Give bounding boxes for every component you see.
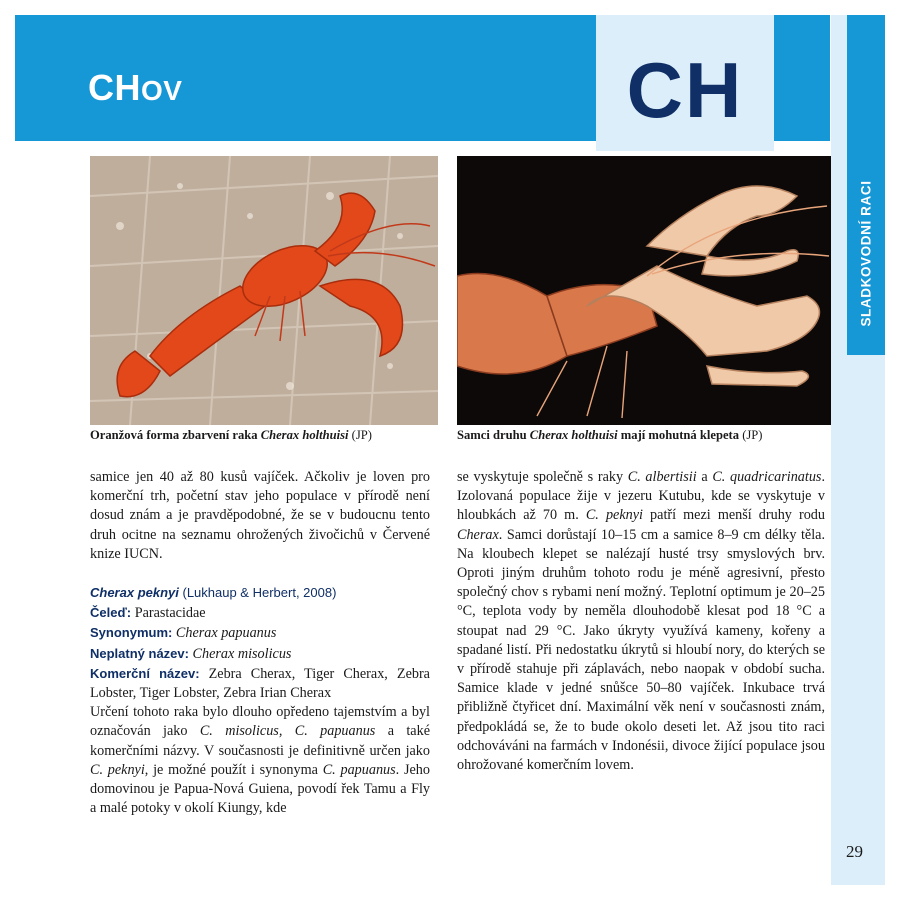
caption-left [90,428,372,443]
caption-right [457,428,763,443]
chapter-title [88,67,183,108]
right-text-1: se vyskytuje společně s raky [457,469,628,485]
synonym-line [90,623,430,643]
invalid-name-value: Cherax misolicus [192,645,292,662]
section-label: SLADKOVODNÍ RACI [858,180,874,327]
right-italic-2: C. quadricarinatus [712,469,822,485]
description-paragraph [90,703,430,818]
family-value: Parastacidae [131,605,206,622]
commercial-name-value: Zebra Cherax, Tiger Cherax, Zebra Lobster, Tiger Lobster, Zebra Irian Cherax [90,665,430,702]
chapter-title-big: CH [88,67,141,108]
right-text-3: . Izolovaná populace žije v jezeru Kutubu, kde se vyskytuje v hloubkách až 70 m. [457,469,825,524]
synonym-label: Synonymum: [90,625,173,641]
right-paragraph [457,468,825,775]
right-italic-4: Cherax [457,526,499,543]
caption-right-text-2: mají mohutná klepeta [617,428,740,442]
description-italic-1: C. misolicus, C. papuanus [199,723,376,740]
invalid-name-line [90,644,430,664]
family-line [90,603,430,623]
description-italic-3: C. papuanus [322,761,396,778]
side-label-container [847,15,885,355]
description-italic-2: C. peknyi [90,761,145,778]
species-heading [90,583,430,603]
photo-orange-crayfish [90,156,438,425]
description-text-1: Určení tohoto raka bylo dlouho opředeno tajemstvím a byl označován jako [90,704,430,740]
invalid-name-label: Neplatný název: [90,645,189,661]
paragraph-gap [90,564,430,583]
crayfish-claws-illustration [457,156,831,425]
species-name: Cherax peknyi [90,585,179,601]
right-text-4: patří mezi menší druhy rodu [642,507,825,524]
commercial-name-label: Komerční název: [90,665,200,681]
caption-left-species: Cherax holthuisi [260,428,349,442]
photo-crayfish-claws [457,156,831,425]
left-text-column [90,468,430,818]
intro-paragraph: samice jen 40 až 80 kusů vajíček. Ačkoliv je loven pro komerční trh, početní stav jeho populace v přírodě není dosud znám a je pravděpodobné, že se v budoucnu tento druh ocitne na seznamu ohrožených živočichů v Červené knize IUCN. [90,469,430,562]
description-text-4: . Jeho domovinou je Papua-Nová Guiena, povodí řek Tamu a Fly a malé potoky v okolí Kiungy, kde [90,761,430,817]
orange-crayfish-illustration [90,156,438,425]
description-text-2: a také komerčními názvy. V současnosti je definitivně určen jako [90,723,430,759]
right-text-2: a [696,469,713,485]
chapter-letter: CH [626,46,744,134]
page-number: 29 [846,842,863,861]
caption-right-species: Cherax holthuisi [529,428,618,442]
caption-right-text: Samci druhu [457,428,530,442]
right-text-column [457,468,825,775]
caption-left-credit: (JP) [348,428,372,442]
species-author: (Lukhaup & Herbert, 2008) [178,585,337,601]
right-text-5: . Samci dorůstají 10–15 cm a samice 8–9 cm délky těla. Na kloubech klepet se nalézají husté trsy smyslových brv. Oproti jiným druhům tohoto rodu je méně agresivní, přesto společný chov s rybami není možný. Teplotní optimum je 20–25 °C, teplota vody by neměla dlouhodobě klesat pod 18 °C a stoupat nad 29 °C. Jako úkryty využívá kameny, kořeny a spadané listí. Při nedostatku úkrytů si hloubí nory, do kterých se v přírodě stahuje při záplavách, nebo naopak v období sucha. Samice klade v jedné snůšce 50–80 vajíček. Inkubace trvá přibližně čtyřicet dní. Maximální věk není v současnosti znám, předpokládá se, že to bude okolo deseti let. Až jsou tito raci odchováváni na farmách v Indonésii, divoce žijící populace jsou ohrožované komerčním lovem. [457,526,825,774]
description-text-3: , je možné použít i synonyma [144,761,323,778]
family-label: Čeleď: [90,605,132,621]
right-italic-1: C. albertisii [627,469,697,485]
caption-right-credit: (JP) [739,428,763,442]
synonym-value: Cherax papuanus [175,625,277,642]
chapter-letter-box [596,15,774,151]
caption-left-text: Oranžová forma zbarvení raka [90,428,261,442]
right-italic-3: C. peknyi [585,507,643,524]
chapter-title-small: OV [141,75,183,106]
commercial-name-line [90,664,430,703]
